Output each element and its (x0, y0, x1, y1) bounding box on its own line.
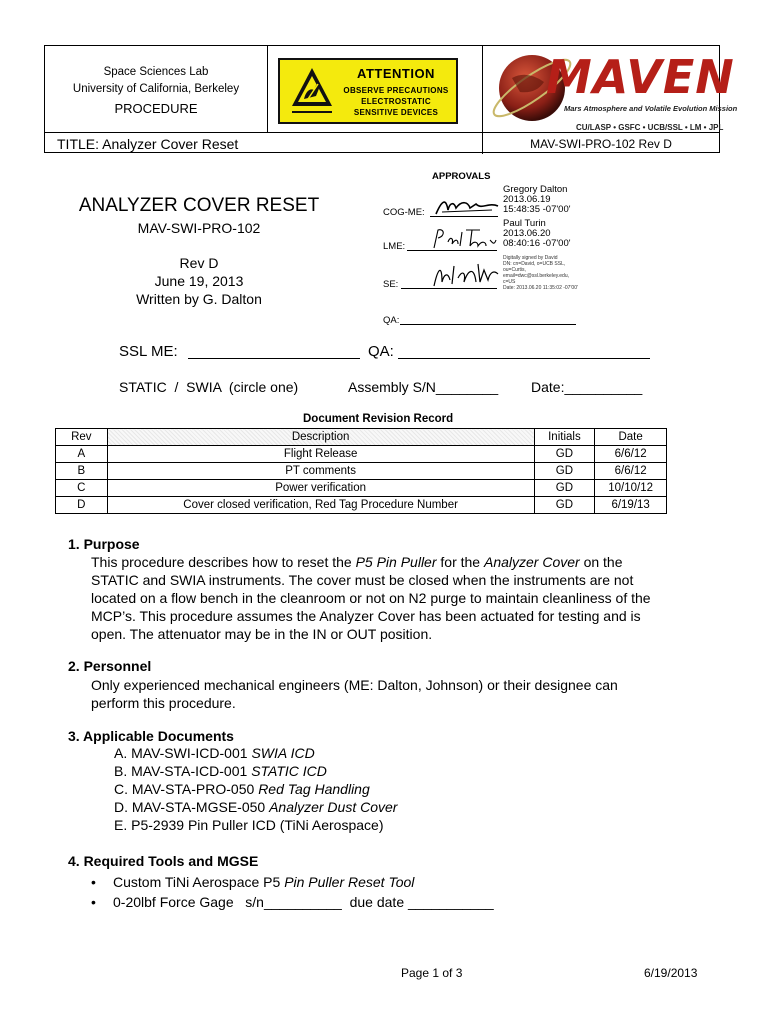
table-row: C Power verification GD 10/10/12 (56, 480, 667, 497)
approval-role-se: SE: (383, 279, 399, 290)
approval-se-digital-info: Digitally signed by David DN: cn=David, o=UCB SSL, ou=Curtis, email=dwc@ssl.berkeley.edu, c=US Date: 2013.06.20 11:35:02 -07'00' (503, 255, 578, 291)
section-docs-heading: 3. Applicable Documents (68, 728, 234, 744)
ssl-me-signature-line[interactable] (188, 358, 360, 359)
qa-label: QA: (368, 343, 394, 360)
col-description: Description (107, 429, 534, 446)
tools-list (91, 873, 691, 911)
table-row: A Flight Release GD 6/6/12 (56, 446, 667, 463)
list-item: A. MAV-SWI-ICD-001 SWIA ICD (114, 745, 315, 761)
esd-warning-icon (290, 66, 334, 118)
approval-role-cog-me: COG-ME: (383, 207, 425, 218)
col-initials: Initials (534, 429, 595, 446)
ssl-me-label: SSL ME: (119, 343, 178, 360)
signature-se (428, 260, 500, 290)
list-item: E. P5-2939 Pin Puller ICD (TiNi Aerospace) (114, 817, 384, 833)
attention-line-3: SENSITIVE DEVICES (353, 108, 439, 117)
header-title: TITLE: Analyzer Cover Reset (57, 136, 239, 152)
date-field[interactable]: Date:__________ (531, 379, 643, 395)
section-purpose-body: This procedure describes how to reset the P5 Pin Puller for the Analyzer Cover on the STATIC and SWIA instruments. The cover must be closed when the instruments are not located on a flow bench in the cleanroom or not on N2 purge to maintain cleanliness of the MCP’s. This procedure assumes the Analyzer Cover has been actuated for testing and is open. The attenuator may be in the IN or OUT position. (91, 554, 651, 642)
org-line-1: Space Sciences Lab (103, 66, 209, 78)
section-personnel-heading: 2. Personnel (68, 658, 152, 674)
revision-table (55, 428, 667, 514)
document-author: Written by G. Dalton (136, 291, 262, 307)
approval-role-lme: LME: (383, 241, 406, 252)
col-date: Date (595, 429, 667, 446)
doc-type: PROCEDURE (114, 101, 198, 116)
qa-signature-line[interactable] (398, 358, 650, 359)
assembly-sn-field[interactable]: Assembly S/N________ (348, 379, 499, 395)
list-item: C. MAV-STA-PRO-050 Red Tag Handling (114, 781, 370, 797)
list-item: B. MAV-STA-ICD-001 STATIC ICD (114, 763, 327, 779)
signature-cog-me (432, 196, 502, 220)
header-doc-id: MAV-SWI-PRO-102 Rev D (530, 137, 672, 151)
list-item: • 0-20lbf Force Gage s/n__________ due date ___________ (91, 894, 494, 910)
document-rev: Rev D (179, 255, 219, 271)
org-line-2: University of California, Berkeley (72, 83, 240, 95)
approval-role-qa: QA: (383, 315, 400, 326)
signature-lme (430, 226, 500, 252)
list-item: D. MAV-STA-MGSE-050 Analyzer Dust Cover (114, 799, 398, 815)
attention-line-1: OBSERVE PRECAUTIONS (343, 86, 449, 95)
logo-partners: CU/LASP • GSFC • UCB/SSL • LM • JPL (576, 123, 724, 132)
document-title: ANALYZER COVER RESET (78, 195, 320, 216)
col-rev: Rev (56, 429, 108, 446)
footer-date: 6/19/2013 (644, 966, 698, 980)
static-swia-choice[interactable]: STATIC / SWIA (circle one) (119, 379, 299, 395)
table-row: B PT comments GD 6/6/12 (56, 463, 667, 480)
revision-table-header (56, 429, 667, 446)
section-personnel-body: Only experienced mechanical engineers (ME: Dalton, Johnson) or their designee can perform this procedure. (91, 677, 618, 711)
approvals-heading: APPROVALS (432, 171, 491, 182)
section-tools-heading: 4. Required Tools and MGSE (68, 853, 259, 869)
logo-wordmark: MAVEN (546, 50, 735, 104)
approval-cog-me-info: Gregory Dalton 2013.06.19 15:48:35 -07'00' (503, 184, 571, 215)
attention-line-2: ELECTROSTATIC (361, 97, 431, 106)
revision-record-title: Document Revision Record (303, 413, 454, 425)
approval-lme-info: Paul Turin 2013.06.20 08:40:16 -07'00' (503, 218, 571, 249)
attention-heading: ATTENTION (357, 66, 435, 81)
esd-attention-sign (278, 58, 458, 124)
document-number: MAV-SWI-PRO-102 (137, 220, 261, 236)
list-item: • Custom TiNi Aerospace P5 Pin Puller Reset Tool (91, 874, 415, 890)
table-row: D Cover closed verification, Red Tag Procedure Number GD 6/19/13 (56, 497, 667, 514)
section-purpose-heading: 1. Purpose (68, 536, 140, 552)
applicable-docs-list (114, 744, 674, 834)
page-number: Page 1 of 3 (401, 966, 463, 980)
maven-logo (492, 48, 738, 134)
logo-tagline: Mars Atmosphere and Volatile Evolution Mission (564, 104, 738, 113)
document-date: June 19, 2013 (154, 273, 244, 289)
